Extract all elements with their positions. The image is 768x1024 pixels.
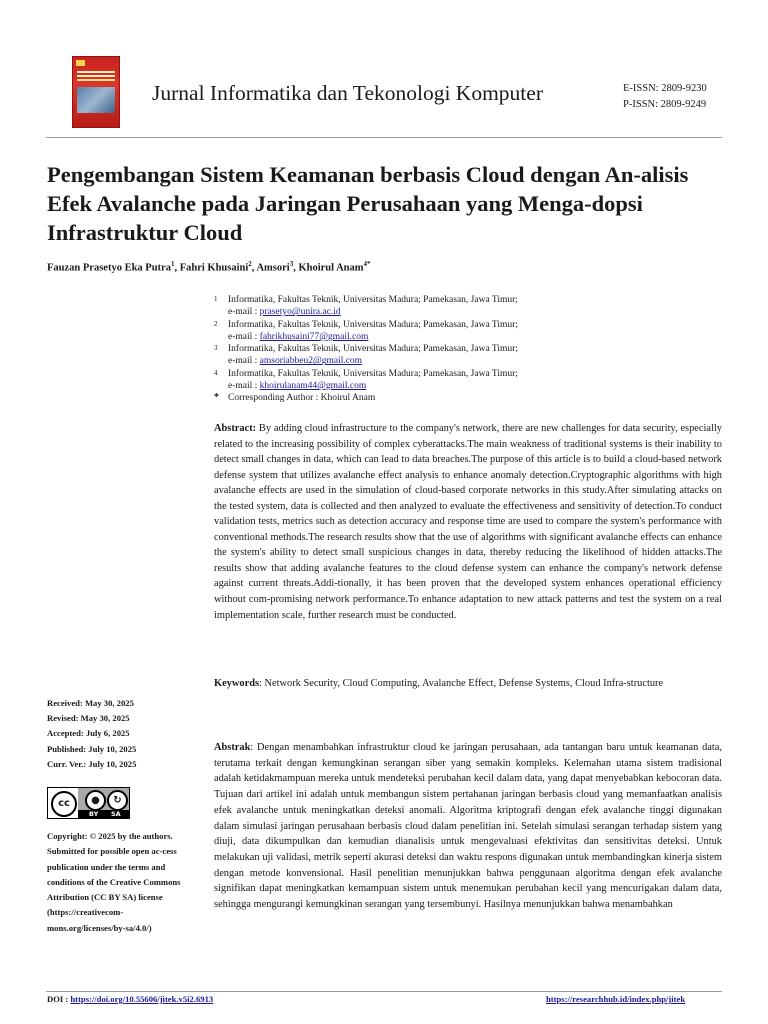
sa-label: SA [111,810,121,818]
share-alike-icon: ↻ [107,790,128,811]
affiliation-item [214,343,574,355]
author-name: Amsori [256,262,290,274]
article-date: Curr. Ver.: July 10, 2025 [47,758,137,769]
keywords [214,676,722,692]
abstrak-text: : Dengan menambahkan infrastruktur cloud ke jaringan perusahaan, ada tantangan baru untuk keamanan data, terutama terkait dengan kemungkinan serangan siber yang semakin kompleks. Kelemahan utama sistem tradisional adalah ketidakmampuan mereka untuk mendeteksi perubahan kecil dalam data, yang dapat menyebabkan kebocoran data. Tujuan dari artikel ini adalah untuk membangun sistem pertahanan jaringan berbasis cloud yang memanfaatkan analisis efek avalanche untuk meningkatkan deteksi anomali. Algoritma kriptografi dengan efek avalanche tinggi digunakan dalam simulasi jaringan perusahaan berbasis cloud dalam penelitian ini. Setelah simulasi serangan terhadap sistem yang diuji, data dikumpulkan dan kemudian dianalisis untuk mengevaluasi efektivitas dan sensitivitas deteksi. Untuk melakukan uji validasi, metrik seperti akurasi deteksi dan waktu respons digunakan untuk membandingkan kinerja sistem dengan metode konvensional. Hasil penelitian menunjukkan bahwa penggunaan algoritma dengan efek avalanche signifikan dapat meningkatkan kemampuan sistem untuk menemukan perubahan kecil yang mencurigakan dalam data, sehingga mengurangi kemungkinan serangan yang tersembunyi. Hasilnya menunjukkan bahwa menambahkan [214,742,722,911]
attribution-icon: ● [85,790,106,811]
email-label: e-mail : [228,381,260,392]
affiliation-number: 4 [214,368,218,377]
article-date: Published: July 10, 2025 [47,743,137,754]
affiliation-number: 3 [214,344,218,353]
paper-title: Pengembangan Sistem Keamanan berbasis Cloud dengan An-alisis Efek Avalanche pada Jaringan Perusahaan yang Menga-dopsi Infrastruktur Cloud [47,162,689,245]
author-affil-mark: 1 [170,260,175,268]
email-label: e-mail : [228,331,260,342]
copyright-notice: Copyright: © 2025 by the authors. Submitted for possible open ac-cess publication under the terms and conditions of the Creative Commons Attribution (CC BY SA) license (https://creativecom-mons.org/licenses/by-sa/4.0/) [47,831,181,933]
abstract [214,421,722,623]
affiliation-email-row [214,306,574,318]
affiliation-institution: Informatika, Fakultas Teknik, Universitas Madura; Pamekasan, Jawa Timur; [228,344,518,355]
affiliations [214,294,574,405]
affiliation-email-row [214,380,574,392]
email-label: e-mail : [228,356,260,367]
pissn: P-ISSN: 2809-9249 [623,99,707,110]
email-link[interactable]: amsoriabbeu2@gmail.com [259,356,363,367]
keywords-text: : Network Security, Cloud Computing, Avalanche Effect, Defense Systems, Cloud Infra-structure [259,678,664,689]
author-list [47,260,371,274]
email-label: e-mail : [228,307,260,318]
keywords-label: Keywords [214,678,260,689]
journal-cover-thumbnail [72,56,120,128]
article-date: Accepted: July 6, 2025 [47,728,130,739]
cover-photo [77,87,115,113]
footer-divider [46,991,722,992]
affiliation-number: 2 [214,319,218,328]
journal-link[interactable]: https://researchhub.id/index.php/jitek [546,994,686,1004]
author-name: Fauzan Prasetyo Eka Putra [47,262,171,274]
corresponding-text: Corresponding Author : Khoirul Anam [228,393,376,404]
by-label: BY [89,810,99,818]
affiliation-item [214,368,574,380]
abstrak [214,740,722,913]
author-separator: , [174,262,180,274]
abstract-label: Abstract: [214,423,257,434]
cc-by-sa-badge [47,787,130,819]
affiliation-item [214,294,574,306]
email-link[interactable]: prasetyo@unira.ac.id [259,307,341,318]
email-link[interactable]: fahrikhusaini77@gmail.com [259,331,369,342]
author-separator: , [251,262,257,274]
author-name: Khoirul Anam [298,262,364,274]
header-divider [46,137,722,138]
doi-label: DOI : [47,994,71,1004]
cc-icon: cc [51,791,77,817]
abstract-text: By adding cloud infrastructure to the company's network, there are new challenges for data security, especially related to the increasing possibility of complex cyberattacks.The main weakness of traditional systems is their inability to detect small changes in data, which can lead to data breaches.The purpose of this article is to build a cloud-based network defense system that utilizes avalanche effect analysis to enhance anomaly detection.Cryptographic algorithms with high avalanche effects are used in the simulation of cloud-based corporate networks in this study.After simulating attacks on the tested system, data is collected and then analyzed to evaluate the effectiveness and sensitivity of detection.To conduct validation tests, metrics such as detection accuracy and response time are used to compare the system's performance with conventional methods.The research results show that the use of algorithms with significant avalanche effects can enhance the system's ability to detect small suspicious changes in data, thereby reducing the likelihood of hidden attacks.The results show that adding avalanche features to the cloud defense system can enhance the company's network defense against current threats.Addi-tionally, it has been proven that the developed system enhances operational efficiency without com-promising network performance.To enhance adaptation to new attack patterns and test the system on a real implementation scale, further research must be conducted. [214,423,722,621]
affiliation-number: 1 [214,295,218,303]
cover-title-lines [77,71,115,73]
license-label-bar [78,810,129,818]
author-separator: , [293,262,299,274]
affiliation-institution: Informatika, Fakultas Teknik, Universitas Madura; Pamekasan, Jawa Timur; [228,368,518,379]
article-date: Revised: May 30, 2025 [47,713,130,724]
journal-title: Jurnal Informatika dan Tekonologi Komputer [152,81,543,105]
affiliation-email-row [214,355,574,367]
affiliation-email-row [214,331,574,343]
affiliation-institution: Informatika, Fakultas Teknik, Universitas Madura; Pamekasan, Jawa Timur; [228,319,518,330]
eissn: E-ISSN: 2809-9230 [623,83,707,94]
author-affil-mark: 3 [289,260,294,268]
abstrak-label: Abstrak [214,742,251,753]
affiliation-institution: Informatika, Fakultas Teknik, Universitas Madura; Pamekasan, Jawa Timur; [228,295,518,305]
corresponding-mark: * [214,392,219,404]
journal-url [546,994,685,1004]
author-affil-mark: 2 [248,260,252,268]
issn-block [623,81,707,113]
doi-link[interactable]: https://doi.org/10.55606/jitek.v5i2.6913 [70,994,214,1004]
affiliation-item [214,319,574,331]
article-date: Received: May 30, 2025 [47,698,134,708]
doi [47,994,213,1004]
author-name: Fahri Khusaini [179,262,249,274]
author-affil-mark: 4* [363,260,371,268]
article-dates [47,696,136,772]
cover-logo [76,60,85,66]
email-link[interactable]: khoirulanam44@gmail.com [259,381,367,392]
corresponding-author [214,392,574,404]
